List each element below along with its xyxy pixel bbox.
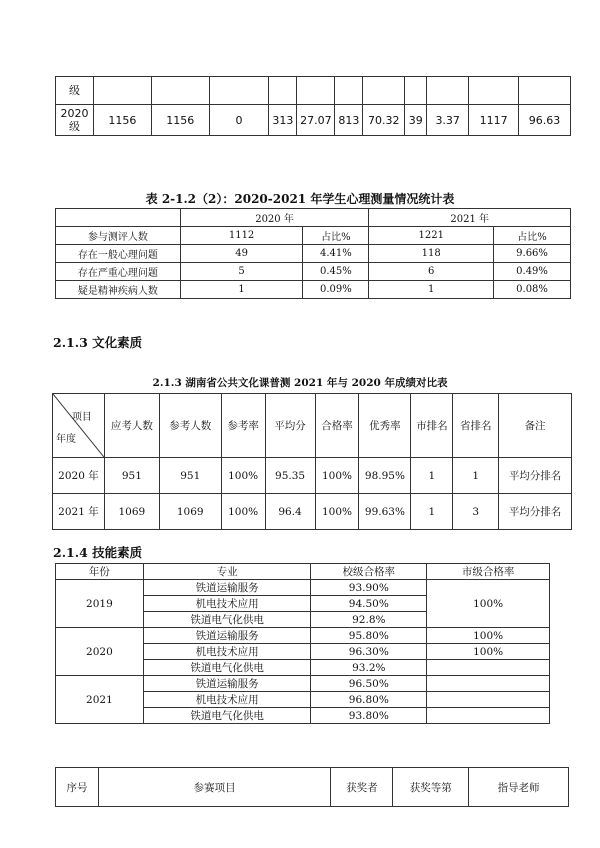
table-row [56,245,571,263]
table-header-row [56,209,571,227]
column-header: 2021 年 [369,209,571,227]
data-cell: 1 [411,458,453,494]
column-header: 序号 [56,768,99,807]
table-row [53,494,572,530]
data-cell: 6 [369,263,494,281]
data-cell: 96.30% [311,644,427,660]
table-row [56,281,571,299]
year-cell: 2020 级 [56,105,94,136]
diag-year-label: 年度 [56,434,76,445]
data-cell: 100% [315,458,359,494]
data-cell: 96.50% [311,676,427,692]
table-row [56,105,571,136]
data-cell [405,77,427,105]
competition-awards-table [55,767,569,807]
column-header: 年份 [56,564,144,580]
table-header-row [56,768,569,807]
data-cell: 96.4 [265,494,315,530]
diagonal-header-cell [53,394,105,458]
diagonal-line [53,394,104,457]
data-cell: 3.37 [427,105,469,136]
data-cell [269,77,297,105]
enrollment-stats-table [55,76,571,136]
major-cell: 机电技术应用 [143,692,311,708]
data-cell [469,77,519,105]
data-cell [363,77,405,105]
diag-item-label: 项目 [71,412,92,423]
data-cell: 3 [453,494,499,530]
column-header: 2020 年 [180,209,369,227]
column-header: 优秀率 [359,394,411,458]
column-header: 指导老师 [469,768,569,807]
section-heading: 2.1.3 文化素质 [53,335,143,350]
table-caption: 2.1.3 湖南省公共文化课普测 2021 年与 2020 年成绩对比表 [152,377,448,389]
data-cell: 100% [427,580,550,628]
major-cell: 铁道电气化供电 [143,660,311,676]
data-cell: 1 [180,281,303,299]
year-cell: 2021 年 [53,494,105,530]
row-label: 疑是精神疾病人数 [56,281,181,299]
table-header-row [53,394,572,458]
major-cell: 铁道运输服务 [143,628,311,644]
column-header: 省排名 [453,394,499,458]
data-cell: 100% [427,628,550,644]
year-cell: 2020 年 [53,458,105,494]
data-cell: 100% [427,644,550,660]
data-cell: 1 [453,458,499,494]
row-label: 存在一般心理问题 [56,245,181,263]
culture-exam-table [52,393,572,530]
data-cell: 93.80% [311,708,427,724]
major-cell: 铁道运输服务 [143,676,311,692]
data-cell: 1112 [180,227,303,245]
row-label: 参与测评人数 [56,227,181,245]
year-cell: 2021 [56,676,144,724]
data-cell: 94.50% [311,596,427,612]
data-cell: 1069 [159,494,221,530]
data-cell [427,708,550,724]
data-cell: 占比% [303,227,369,245]
data-cell: 1 [411,494,453,530]
row-label: 存在严重心理问题 [56,263,181,281]
year-cell: 级 [56,77,94,105]
data-cell [427,676,550,692]
data-cell: 118 [369,245,494,263]
data-cell: 99.63% [359,494,411,530]
data-cell [427,660,550,676]
data-cell: 92.8% [311,612,427,628]
column-header: 获奖等第 [393,768,469,807]
table-row [56,77,571,105]
data-cell: 951 [104,458,159,494]
psych-stats-table [55,208,571,299]
data-cell: 0.49% [494,263,571,281]
data-cell: 0 [209,105,269,136]
data-cell: 27.07 [297,105,335,136]
column-header: 市排名 [411,394,453,458]
data-cell: 98.95% [359,458,411,494]
column-header: 备注 [499,394,572,458]
data-cell: 0.45% [303,263,369,281]
data-cell: 平均分排名 [499,494,572,530]
data-cell [335,77,363,105]
data-cell: 1221 [369,227,494,245]
data-cell: 100% [221,494,265,530]
data-cell: 4.41% [303,245,369,263]
data-cell: 813 [335,105,363,136]
data-cell: 95.80% [311,628,427,644]
section-heading: 2.1.4 技能素质 [53,545,143,560]
data-cell: 100% [221,458,265,494]
data-cell: 1117 [469,105,519,136]
table-row [56,676,550,692]
data-cell [427,692,550,708]
column-header: 校级合格率 [311,564,427,580]
table-header-row [56,564,550,580]
data-cell: 313 [269,105,297,136]
data-cell [93,77,151,105]
column-header: 专业 [143,564,311,580]
data-cell: 平均分排名 [499,458,572,494]
data-cell: 1069 [104,494,159,530]
column-header: 市级合格率 [427,564,550,580]
column-header: 合格率 [315,394,359,458]
year-cell: 2019 [56,580,144,628]
column-header: 平均分 [265,394,315,458]
data-cell [151,77,209,105]
year-cell: 2020 [56,628,144,676]
column-header: 参赛项目 [98,768,331,807]
major-cell: 铁道电气化供电 [143,612,311,628]
major-cell: 机电技术应用 [143,596,311,612]
data-cell: 951 [159,458,221,494]
data-cell: 1156 [93,105,151,136]
column-header: 参考率 [221,394,265,458]
data-cell: 70.32 [363,105,405,136]
data-cell: 100% [315,494,359,530]
data-cell: 9.66% [494,245,571,263]
table-row [56,628,550,644]
data-cell: 95.35 [265,458,315,494]
data-cell: 96.63 [519,105,571,136]
data-cell: 1 [369,281,494,299]
data-cell: 93.2% [311,660,427,676]
data-cell: 49 [180,245,303,263]
table-caption: 表 2-1.2（2）：2020-2021 年学生心理测量情况统计表 [145,192,455,206]
data-cell: 占比% [494,227,571,245]
table-row [56,580,550,596]
data-cell [209,77,269,105]
table-row [53,458,572,494]
data-cell [427,77,469,105]
major-cell: 机电技术应用 [143,644,311,660]
data-cell: 0.09% [303,281,369,299]
data-cell [297,77,335,105]
table-row [56,227,571,245]
data-cell: 5 [180,263,303,281]
column-header: 参考人数 [159,394,221,458]
major-cell: 铁道电气化供电 [143,708,311,724]
data-cell: 93.90% [311,580,427,596]
table-row [56,263,571,281]
column-header: 获奖者 [331,768,393,807]
data-cell: 39 [405,105,427,136]
column-header: 应考人数 [104,394,159,458]
skill-pass-rate-table [55,563,550,724]
data-cell: 1156 [151,105,209,136]
data-cell: 0.08% [494,281,571,299]
major-cell: 铁道运输服务 [143,580,311,596]
corner-cell [56,209,181,227]
data-cell: 96.80% [311,692,427,708]
data-cell [519,77,571,105]
